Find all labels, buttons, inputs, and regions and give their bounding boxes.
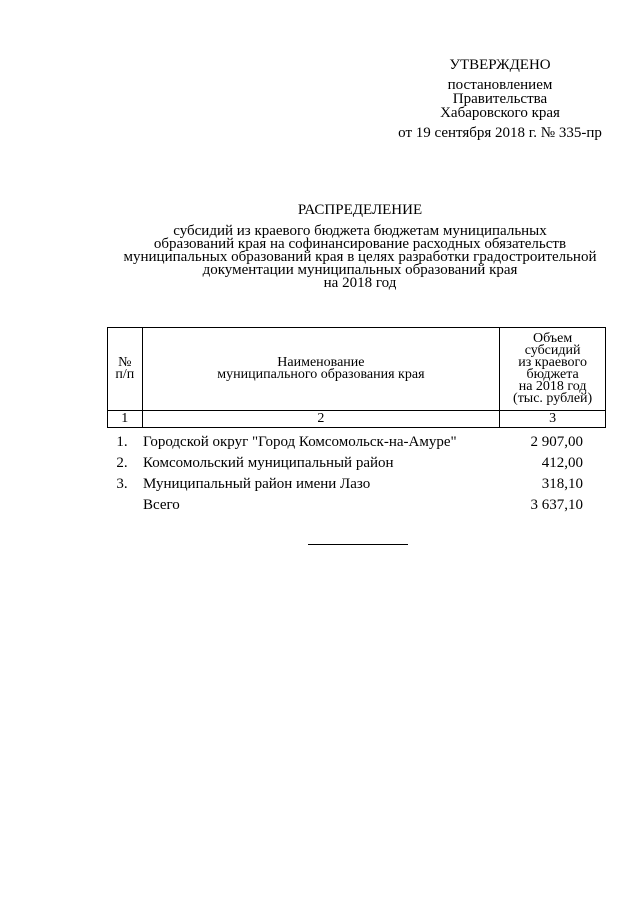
header-volume-line: Объем: [533, 331, 573, 346]
table-row: [107, 474, 606, 495]
row-value: 2 907,00: [530, 434, 583, 450]
total-label: Всего: [143, 497, 180, 513]
row-value: 318,10: [541, 476, 583, 492]
row-municipality: Городской округ "Город Комсомольск-на-Амуре": [143, 434, 457, 450]
total-number-cell: [107, 495, 137, 516]
header-number: [108, 328, 143, 411]
subtitle-line: на 2018 год: [323, 275, 397, 291]
row-value: 412,00: [541, 455, 583, 471]
approval-heading: УТВЕРЖДЕНО: [449, 57, 551, 73]
total-value: 3 637,10: [530, 497, 583, 513]
subtitle-line: образований края на софинансирование расходных обязательств: [153, 236, 567, 252]
header-municipality-line: муниципального образования края: [217, 367, 425, 382]
subtitle-line: муниципальных образований края в целях разработки градостроительной: [123, 249, 597, 265]
approval-stamp: [390, 58, 610, 140]
column-number: 1: [108, 411, 143, 428]
row-number: 1.: [116, 434, 128, 450]
header-volume: [500, 328, 606, 411]
header-municipality-line: Наименование: [277, 355, 365, 370]
table-row: [107, 453, 606, 474]
row-number: 3.: [116, 476, 128, 492]
header-volume-line: бюджета: [526, 367, 579, 382]
document-title: РАСПРЕДЕЛЕНИЕ: [297, 202, 423, 218]
header-number-line: №: [118, 355, 132, 370]
header-municipality: [142, 328, 500, 411]
subtitle-line: документации муниципальных образований края: [202, 262, 518, 278]
approval-date: от 19 сентября 2018 г. № 335-пр: [398, 125, 602, 141]
header-number-line: п/п: [115, 367, 135, 382]
subtitle-line: субсидий из краевого бюджета бюджетам муниципальных: [173, 223, 547, 239]
column-number-row: [108, 411, 606, 428]
column-number: 2: [142, 411, 500, 428]
header-volume-line: субсидий: [524, 343, 581, 358]
distribution-table-body: [107, 432, 606, 516]
header-volume-line: на 2018 год: [518, 379, 587, 394]
row-municipality: Муниципальный район имени Лазо: [143, 476, 371, 492]
column-number: 3: [500, 411, 606, 428]
row-municipality: Комсомольский муниципальный район: [143, 455, 394, 471]
header-volume-line: из краевого: [518, 355, 587, 370]
row-number: 2.: [116, 455, 128, 471]
table-row: [107, 432, 606, 453]
approval-line: Хабаровского края: [440, 105, 560, 121]
document-title-block: [90, 204, 630, 290]
approval-line: Правительства: [452, 91, 548, 107]
header-row: [108, 328, 606, 411]
end-divider: [308, 544, 408, 545]
total-row: [107, 495, 606, 516]
approval-line: постановлением: [447, 77, 553, 93]
distribution-table-header: [107, 327, 606, 428]
header-volume-line: (тыс. рублей): [513, 391, 593, 406]
